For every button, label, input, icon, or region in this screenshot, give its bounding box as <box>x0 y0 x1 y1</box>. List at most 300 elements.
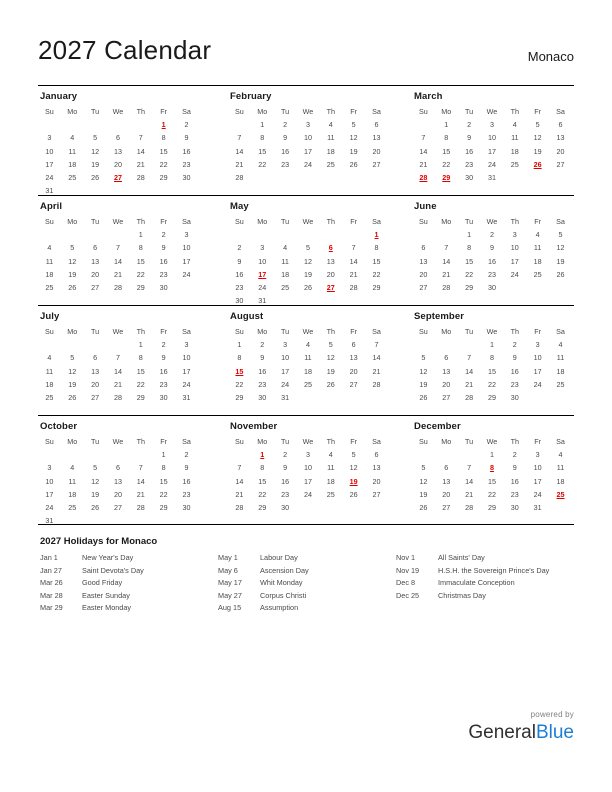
day-cell[interactable]: 4 <box>558 340 563 350</box>
day-cell[interactable]: 27 <box>91 283 100 293</box>
day-cell[interactable]: 5 <box>305 243 310 253</box>
day-cell[interactable]: 2 <box>161 230 166 240</box>
day-cell[interactable]: 13 <box>442 476 451 486</box>
day-cell[interactable]: 23 <box>487 269 496 279</box>
day-cell[interactable]: 28 <box>136 503 145 513</box>
day-cell[interactable]: 16 <box>487 256 496 266</box>
day-cell[interactable]: 7 <box>374 340 379 350</box>
day-cell[interactable]: 3 <box>305 120 310 130</box>
day-cell[interactable]: 8 <box>161 463 166 473</box>
day-cell[interactable]: 30 <box>510 503 519 513</box>
day-cell[interactable]: 18 <box>45 269 54 279</box>
day-cell[interactable]: 18 <box>533 256 542 266</box>
day-cell[interactable]: 15 <box>442 146 451 156</box>
day-cell[interactable]: 28 <box>442 283 451 293</box>
day-cell[interactable]: 26 <box>68 283 77 293</box>
day-cell[interactable]: 30 <box>159 283 168 293</box>
day-cell[interactable]: 26 <box>349 159 358 169</box>
day-cell[interactable]: 10 <box>487 133 496 143</box>
day-cell[interactable]: 25 <box>68 503 77 513</box>
day-cell[interactable]: 7 <box>467 463 472 473</box>
day-cell[interactable]: 20 <box>91 269 100 279</box>
day-cell[interactable]: 3 <box>184 230 189 240</box>
day-cell[interactable]: 3 <box>535 450 540 460</box>
day-cell[interactable]: 10 <box>533 353 542 363</box>
day-cell[interactable]: 16 <box>510 476 519 486</box>
day-cell[interactable]: 24 <box>281 379 290 389</box>
day-cell[interactable]: 6 <box>115 133 120 143</box>
day-cell[interactable]: 3 <box>489 120 494 130</box>
day-cell[interactable]: 22 <box>258 159 267 169</box>
day-cell[interactable]: 31 <box>182 393 191 403</box>
day-cell[interactable]: 11 <box>45 256 54 266</box>
day-cell[interactable]: 13 <box>372 133 381 143</box>
day-cell[interactable]: 20 <box>326 269 335 279</box>
day-cell[interactable]: 26 <box>349 489 358 499</box>
day-cell[interactable]: 1 <box>489 340 494 350</box>
day-cell[interactable]: 14 <box>113 366 122 376</box>
day-cell[interactable]: 25 <box>281 283 290 293</box>
day-cell[interactable]: 20 <box>349 366 358 376</box>
day-cell[interactable]: 9 <box>512 353 517 363</box>
day-cell[interactable]: 15 <box>487 476 496 486</box>
day-cell[interactable]: 31 <box>45 186 54 196</box>
day-cell[interactable]: 7 <box>467 353 472 363</box>
day-cell[interactable]: 18 <box>45 379 54 389</box>
day-cell-holiday[interactable]: 25 <box>556 489 565 499</box>
day-cell[interactable]: 26 <box>91 173 100 183</box>
day-cell[interactable]: 30 <box>281 503 290 513</box>
day-cell-holiday[interactable]: 29 <box>442 173 451 183</box>
day-cell[interactable]: 4 <box>328 450 333 460</box>
day-cell[interactable]: 27 <box>442 393 451 403</box>
day-cell[interactable]: 11 <box>327 133 335 143</box>
day-cell[interactable]: 25 <box>45 393 54 403</box>
day-cell[interactable]: 10 <box>510 243 519 253</box>
day-cell[interactable]: 13 <box>91 366 100 376</box>
day-cell[interactable]: 16 <box>182 476 191 486</box>
day-cell[interactable]: 10 <box>533 463 542 473</box>
day-cell[interactable]: 17 <box>182 366 191 376</box>
day-cell[interactable]: 13 <box>113 476 122 486</box>
day-cell[interactable]: 17 <box>182 256 191 266</box>
day-cell[interactable]: 24 <box>182 379 191 389</box>
day-cell[interactable]: 15 <box>465 256 474 266</box>
day-cell-holiday[interactable]: 6 <box>328 243 333 253</box>
day-cell[interactable]: 14 <box>465 476 474 486</box>
day-cell[interactable]: 24 <box>45 503 54 513</box>
day-cell[interactable]: 15 <box>258 476 267 486</box>
day-cell[interactable]: 18 <box>510 146 519 156</box>
day-cell[interactable]: 16 <box>281 146 290 156</box>
day-cell[interactable]: 14 <box>419 146 428 156</box>
day-cell[interactable]: 29 <box>487 393 496 403</box>
day-cell-holiday[interactable]: 17 <box>258 269 267 279</box>
day-cell[interactable]: 29 <box>487 503 496 513</box>
day-cell[interactable]: 1 <box>138 340 143 350</box>
day-cell[interactable]: 6 <box>93 243 98 253</box>
day-cell[interactable]: 11 <box>511 133 519 143</box>
day-cell[interactable]: 2 <box>184 450 189 460</box>
day-cell[interactable]: 23 <box>235 283 244 293</box>
day-cell[interactable]: 12 <box>419 366 428 376</box>
day-cell[interactable]: 7 <box>237 463 242 473</box>
day-cell[interactable]: 20 <box>442 379 451 389</box>
day-cell[interactable]: 16 <box>510 366 519 376</box>
day-cell[interactable]: 4 <box>283 243 288 253</box>
day-cell[interactable]: 17 <box>487 146 496 156</box>
day-cell[interactable]: 28 <box>113 283 122 293</box>
day-cell[interactable]: 5 <box>93 463 98 473</box>
day-cell[interactable]: 2 <box>512 340 517 350</box>
day-cell[interactable]: 24 <box>303 489 312 499</box>
day-cell-holiday[interactable]: 27 <box>326 283 335 293</box>
day-cell[interactable]: 2 <box>260 340 265 350</box>
day-cell[interactable]: 3 <box>283 340 288 350</box>
day-cell[interactable]: 12 <box>91 476 100 486</box>
day-cell[interactable]: 25 <box>68 173 77 183</box>
day-cell[interactable]: 14 <box>113 256 122 266</box>
day-cell[interactable]: 18 <box>326 476 335 486</box>
day-cell[interactable]: 4 <box>47 243 52 253</box>
day-cell[interactable]: 6 <box>374 450 379 460</box>
day-cell[interactable]: 11 <box>556 353 565 363</box>
day-cell[interactable]: 9 <box>283 133 288 143</box>
day-cell[interactable]: 7 <box>237 133 242 143</box>
day-cell[interactable]: 9 <box>161 243 166 253</box>
day-cell[interactable]: 31 <box>533 503 542 513</box>
day-cell[interactable]: 15 <box>258 146 267 156</box>
day-cell[interactable]: 8 <box>237 353 242 363</box>
day-cell[interactable]: 1 <box>444 120 449 130</box>
day-cell[interactable]: 6 <box>444 463 449 473</box>
day-cell[interactable]: 13 <box>372 463 381 473</box>
day-cell[interactable]: 28 <box>349 283 358 293</box>
day-cell[interactable]: 5 <box>70 243 75 253</box>
day-cell[interactable]: 22 <box>235 379 244 389</box>
day-cell[interactable]: 23 <box>159 379 168 389</box>
day-cell[interactable]: 2 <box>467 120 472 130</box>
day-cell[interactable]: 14 <box>465 366 474 376</box>
day-cell[interactable]: 7 <box>421 133 426 143</box>
day-cell[interactable]: 19 <box>68 269 77 279</box>
day-cell[interactable]: 23 <box>159 269 168 279</box>
day-cell[interactable]: 11 <box>327 463 335 473</box>
day-cell-holiday[interactable]: 19 <box>349 476 358 486</box>
day-cell[interactable]: 4 <box>535 230 540 240</box>
day-cell[interactable]: 21 <box>113 269 122 279</box>
day-cell[interactable]: 16 <box>159 366 168 376</box>
day-cell[interactable]: 28 <box>465 393 474 403</box>
day-cell[interactable]: 19 <box>303 269 312 279</box>
day-cell[interactable]: 18 <box>68 159 77 169</box>
day-cell[interactable]: 14 <box>372 353 381 363</box>
day-cell[interactable]: 22 <box>487 489 496 499</box>
day-cell[interactable]: 27 <box>349 379 358 389</box>
generalblue-logo[interactable] <box>374 722 574 744</box>
day-cell[interactable]: 10 <box>182 243 191 253</box>
day-cell[interactable]: 9 <box>184 133 189 143</box>
day-cell[interactable]: 22 <box>159 489 168 499</box>
day-cell[interactable]: 9 <box>237 256 242 266</box>
day-cell[interactable]: 8 <box>489 353 494 363</box>
day-cell[interactable]: 21 <box>442 269 451 279</box>
day-cell[interactable]: 17 <box>533 476 542 486</box>
day-cell[interactable]: 4 <box>70 463 75 473</box>
day-cell[interactable]: 5 <box>351 450 356 460</box>
day-cell[interactable]: 26 <box>91 503 100 513</box>
day-cell[interactable]: 2 <box>161 340 166 350</box>
day-cell[interactable]: 27 <box>91 393 100 403</box>
day-cell[interactable]: 8 <box>374 243 379 253</box>
day-cell[interactable]: 23 <box>281 489 290 499</box>
day-cell[interactable]: 12 <box>68 256 77 266</box>
day-cell[interactable]: 30 <box>465 173 474 183</box>
day-cell[interactable]: 12 <box>91 146 100 156</box>
day-cell[interactable]: 20 <box>113 489 122 499</box>
day-cell[interactable]: 22 <box>159 159 168 169</box>
day-cell[interactable]: 31 <box>258 296 267 306</box>
day-cell[interactable]: 10 <box>303 133 312 143</box>
day-cell[interactable]: 13 <box>419 256 428 266</box>
day-cell[interactable]: 11 <box>533 243 542 253</box>
day-cell[interactable]: 24 <box>487 159 496 169</box>
day-cell-holiday[interactable]: 26 <box>533 159 542 169</box>
day-cell[interactable]: 19 <box>419 379 428 389</box>
day-cell[interactable]: 5 <box>328 340 333 350</box>
day-cell[interactable]: 8 <box>467 243 472 253</box>
day-cell[interactable]: 4 <box>558 450 563 460</box>
day-cell[interactable]: 31 <box>45 516 54 526</box>
day-cell[interactable]: 30 <box>235 296 244 306</box>
day-cell[interactable]: 10 <box>45 476 54 486</box>
day-cell[interactable]: 4 <box>70 133 75 143</box>
day-cell[interactable]: 20 <box>419 269 428 279</box>
day-cell[interactable]: 10 <box>182 353 191 363</box>
day-cell[interactable]: 21 <box>113 379 122 389</box>
day-cell[interactable]: 24 <box>533 489 542 499</box>
day-cell[interactable]: 3 <box>47 133 52 143</box>
day-cell[interactable]: 30 <box>487 283 496 293</box>
day-cell[interactable]: 25 <box>326 159 335 169</box>
day-cell[interactable]: 20 <box>372 146 381 156</box>
day-cell[interactable]: 25 <box>510 159 519 169</box>
day-cell-holiday[interactable]: 28 <box>419 173 428 183</box>
day-cell[interactable]: 23 <box>510 489 519 499</box>
day-cell[interactable]: 6 <box>93 353 98 363</box>
day-cell[interactable]: 28 <box>235 173 244 183</box>
day-cell[interactable]: 7 <box>138 133 143 143</box>
day-cell[interactable]: 14 <box>349 256 358 266</box>
day-cell[interactable]: 12 <box>533 133 542 143</box>
day-cell[interactable]: 8 <box>138 353 143 363</box>
day-cell[interactable]: 3 <box>184 340 189 350</box>
day-cell[interactable]: 11 <box>304 353 312 363</box>
day-cell[interactable]: 3 <box>535 340 540 350</box>
day-cell[interactable]: 22 <box>442 159 451 169</box>
day-cell[interactable]: 13 <box>556 133 565 143</box>
day-cell[interactable]: 7 <box>351 243 356 253</box>
day-cell[interactable]: 27 <box>372 489 381 499</box>
day-cell[interactable]: 14 <box>136 476 145 486</box>
day-cell[interactable]: 15 <box>136 366 145 376</box>
day-cell[interactable]: 15 <box>487 366 496 376</box>
day-cell[interactable]: 3 <box>305 450 310 460</box>
day-cell[interactable]: 9 <box>283 463 288 473</box>
day-cell[interactable]: 2 <box>237 243 242 253</box>
day-cell[interactable]: 24 <box>258 283 267 293</box>
day-cell[interactable]: 5 <box>93 133 98 143</box>
day-cell[interactable]: 12 <box>326 353 335 363</box>
day-cell[interactable]: 10 <box>45 146 54 156</box>
day-cell[interactable]: 22 <box>487 379 496 389</box>
day-cell[interactable]: 24 <box>510 269 519 279</box>
day-cell[interactable]: 7 <box>444 243 449 253</box>
day-cell[interactable]: 6 <box>558 120 563 130</box>
day-cell[interactable]: 12 <box>349 463 358 473</box>
day-cell-holiday[interactable]: 1 <box>260 450 265 460</box>
day-cell[interactable]: 1 <box>260 120 265 130</box>
day-cell[interactable]: 5 <box>535 120 540 130</box>
day-cell[interactable]: 26 <box>556 269 565 279</box>
day-cell[interactable]: 14 <box>235 476 244 486</box>
day-cell[interactable]: 20 <box>91 379 100 389</box>
day-cell[interactable]: 29 <box>159 173 168 183</box>
day-cell[interactable]: 18 <box>326 146 335 156</box>
day-cell[interactable]: 29 <box>159 503 168 513</box>
day-cell[interactable]: 30 <box>182 503 191 513</box>
day-cell[interactable]: 11 <box>45 366 54 376</box>
day-cell[interactable]: 2 <box>283 120 288 130</box>
day-cell-holiday[interactable]: 8 <box>489 463 494 473</box>
day-cell[interactable]: 25 <box>326 489 335 499</box>
day-cell[interactable]: 4 <box>328 120 333 130</box>
day-cell[interactable]: 2 <box>512 450 517 460</box>
day-cell[interactable]: 16 <box>235 269 244 279</box>
day-cell[interactable]: 21 <box>465 379 474 389</box>
day-cell[interactable]: 19 <box>533 146 542 156</box>
day-cell[interactable]: 21 <box>372 366 381 376</box>
day-cell[interactable]: 19 <box>349 146 358 156</box>
day-cell[interactable]: 4 <box>47 353 52 363</box>
day-cell[interactable]: 6 <box>115 463 120 473</box>
day-cell[interactable]: 18 <box>303 366 312 376</box>
day-cell[interactable]: 1 <box>489 450 494 460</box>
day-cell[interactable]: 27 <box>442 503 451 513</box>
day-cell[interactable]: 15 <box>159 146 168 156</box>
day-cell[interactable]: 19 <box>91 489 100 499</box>
day-cell[interactable]: 31 <box>487 173 496 183</box>
day-cell[interactable]: 22 <box>465 269 474 279</box>
day-cell[interactable]: 28 <box>235 503 244 513</box>
day-cell-holiday[interactable]: 1 <box>374 230 379 240</box>
day-cell[interactable]: 1 <box>138 230 143 240</box>
day-cell[interactable]: 6 <box>374 120 379 130</box>
day-cell[interactable]: 26 <box>68 393 77 403</box>
day-cell[interactable]: 11 <box>68 146 76 156</box>
day-cell[interactable]: 20 <box>442 489 451 499</box>
day-cell[interactable]: 14 <box>136 146 145 156</box>
day-cell[interactable]: 6 <box>444 353 449 363</box>
day-cell[interactable]: 1 <box>467 230 472 240</box>
day-cell[interactable]: 19 <box>326 366 335 376</box>
day-cell[interactable]: 2 <box>184 120 189 130</box>
day-cell[interactable]: 20 <box>113 159 122 169</box>
day-cell[interactable]: 21 <box>136 489 145 499</box>
day-cell[interactable]: 25 <box>303 379 312 389</box>
day-cell-holiday[interactable]: 15 <box>235 366 244 376</box>
day-cell[interactable]: 16 <box>258 366 267 376</box>
day-cell[interactable]: 14 <box>442 256 451 266</box>
day-cell[interactable]: 26 <box>419 503 428 513</box>
day-cell[interactable]: 9 <box>467 133 472 143</box>
day-cell[interactable]: 22 <box>258 489 267 499</box>
day-cell[interactable]: 20 <box>556 146 565 156</box>
day-cell[interactable]: 29 <box>372 283 381 293</box>
day-cell[interactable]: 21 <box>235 159 244 169</box>
day-cell[interactable]: 26 <box>326 379 335 389</box>
day-cell[interactable]: 16 <box>182 146 191 156</box>
day-cell[interactable]: 12 <box>68 366 77 376</box>
day-cell[interactable]: 18 <box>281 269 290 279</box>
day-cell[interactable]: 5 <box>558 230 563 240</box>
day-cell[interactable]: 23 <box>510 379 519 389</box>
day-cell[interactable]: 28 <box>136 173 145 183</box>
day-cell[interactable]: 9 <box>184 463 189 473</box>
day-cell[interactable]: 12 <box>556 243 565 253</box>
day-cell[interactable]: 17 <box>45 489 54 499</box>
day-cell[interactable]: 11 <box>281 256 289 266</box>
day-cell[interactable]: 7 <box>115 353 120 363</box>
day-cell[interactable]: 5 <box>351 120 356 130</box>
day-cell[interactable]: 22 <box>136 269 145 279</box>
day-cell[interactable]: 5 <box>70 353 75 363</box>
day-cell[interactable]: 17 <box>533 366 542 376</box>
day-cell[interactable]: 23 <box>465 159 474 169</box>
day-cell[interactable]: 27 <box>556 159 565 169</box>
day-cell[interactable]: 2 <box>283 450 288 460</box>
day-cell[interactable]: 18 <box>556 366 565 376</box>
day-cell[interactable]: 17 <box>303 476 312 486</box>
day-cell[interactable]: 17 <box>303 146 312 156</box>
day-cell[interactable]: 25 <box>556 379 565 389</box>
day-cell[interactable]: 19 <box>556 256 565 266</box>
day-cell[interactable]: 4 <box>512 120 517 130</box>
day-cell[interactable]: 19 <box>419 489 428 499</box>
day-cell[interactable]: 21 <box>136 159 145 169</box>
day-cell[interactable]: 25 <box>533 269 542 279</box>
day-cell[interactable]: 9 <box>260 353 265 363</box>
day-cell[interactable]: 30 <box>159 393 168 403</box>
day-cell[interactable]: 27 <box>372 159 381 169</box>
day-cell[interactable]: 8 <box>138 243 143 253</box>
day-cell[interactable]: 23 <box>258 379 267 389</box>
day-cell[interactable]: 11 <box>556 463 565 473</box>
day-cell[interactable]: 3 <box>260 243 265 253</box>
day-cell[interactable]: 9 <box>489 243 494 253</box>
day-cell[interactable]: 9 <box>161 353 166 363</box>
day-cell[interactable]: 6 <box>351 340 356 350</box>
day-cell[interactable]: 23 <box>182 489 191 499</box>
day-cell[interactable]: 8 <box>260 133 265 143</box>
day-cell[interactable]: 12 <box>303 256 312 266</box>
day-cell[interactable]: 10 <box>258 256 267 266</box>
day-cell[interactable]: 11 <box>68 476 76 486</box>
day-cell[interactable]: 9 <box>512 463 517 473</box>
day-cell[interactable]: 12 <box>419 476 428 486</box>
day-cell[interactable]: 13 <box>349 353 358 363</box>
day-cell[interactable]: 8 <box>444 133 449 143</box>
